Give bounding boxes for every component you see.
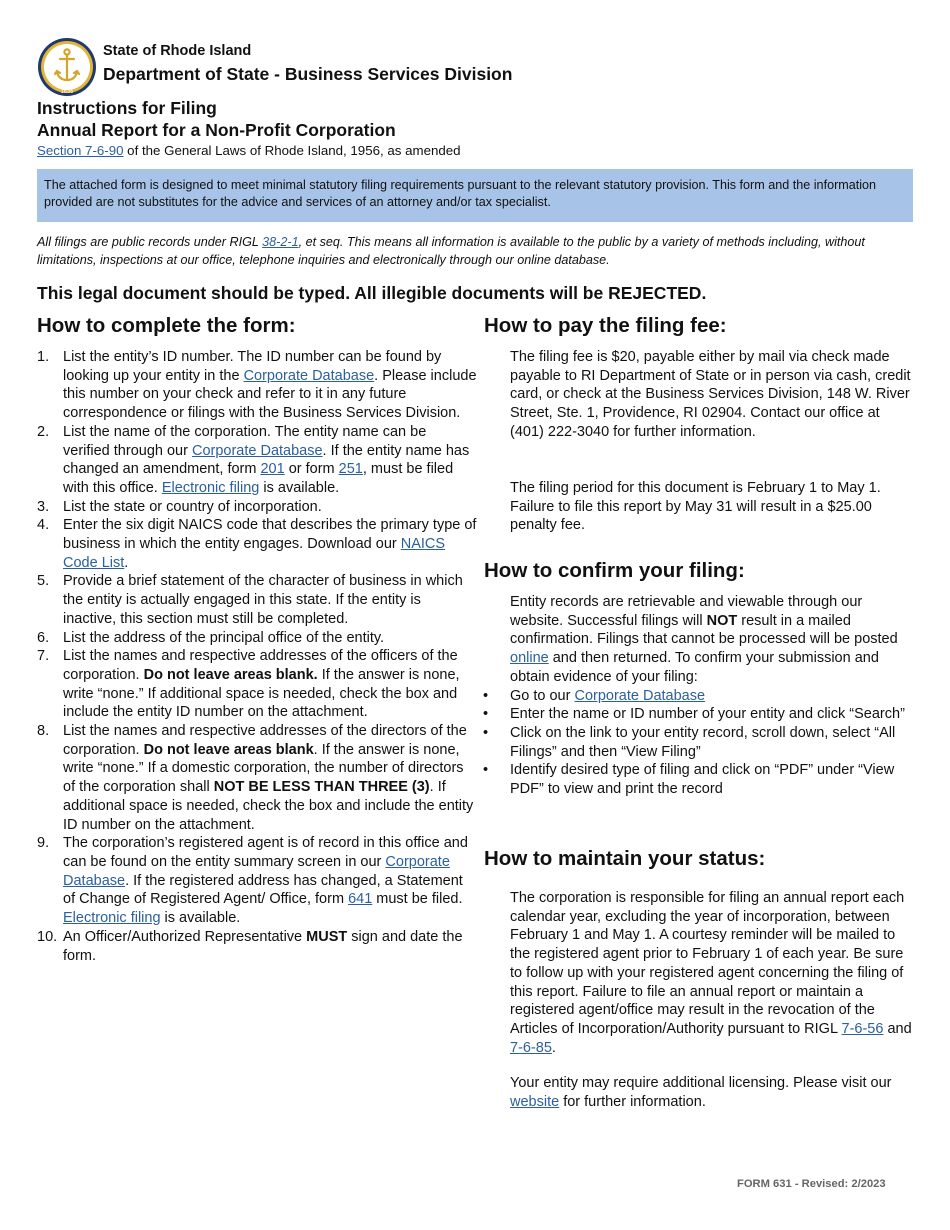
list-item <box>483 705 915 724</box>
bullet-icon: • <box>483 706 489 723</box>
list-item <box>37 498 477 517</box>
list-item <box>37 348 477 423</box>
instructions-title: Instructions for Filing <box>37 98 217 118</box>
bullet-icon: • <box>483 724 489 741</box>
bullet-text: Go to our <box>510 687 575 704</box>
confirm-heading: How to confirm your filing: <box>484 559 745 582</box>
list-item <box>37 629 477 648</box>
step-text: List the entity’s ID number. The ID number can be found by looking up your entity in the <box>63 349 442 384</box>
online-link[interactable]: online <box>510 650 549 667</box>
list-item <box>483 724 915 761</box>
instructions-list <box>37 348 477 965</box>
step-text: is available. <box>160 910 241 927</box>
maintain-heading: How to maintain your status: <box>484 847 766 870</box>
website-link[interactable]: website <box>510 1093 560 1110</box>
list-item <box>37 834 477 928</box>
step-text: , must be filed with this office. <box>63 461 454 496</box>
step-text: List the name of the corporation. The entity name can be verified through our <box>63 423 427 459</box>
confirm-text: and then returned. To confirm your submission and obtain evidence of your filing: <box>510 650 879 685</box>
corporate-database-link[interactable]: Corporate Database <box>574 687 706 704</box>
step-number: 7. <box>37 648 50 665</box>
step-number: 4. <box>37 517 50 534</box>
pay-heading: How to pay the filing fee: <box>484 314 727 337</box>
pay-paragraph-1: The filing fee is $20, payable either by mail via check made payable to RI Department of State or in person via cash, credit card, or check at the Business Services Division, 148 W. River Street, Ste. 1, Providence, RI 02904. Contact our office at (401) 222-3040 for further information. <box>510 349 911 440</box>
electronic-filing-link[interactable]: Electronic filing <box>161 479 260 496</box>
list-item <box>37 928 477 965</box>
list-item <box>483 687 915 706</box>
statute-reference <box>37 143 461 158</box>
maintain-text: for further information. <box>559 1093 706 1110</box>
confirm-text: Entity records are retrievable and viewable through our website. Successful filings will <box>510 594 863 629</box>
step-number: 1. <box>37 349 50 365</box>
public-text-1: All filings are public records under RIGL <box>37 235 263 249</box>
form-201-link[interactable]: 201 <box>260 461 285 478</box>
step-text: . If the entity name has changed an amendment, form <box>63 442 470 478</box>
department-name: Department of State - Business Services Division <box>103 64 513 84</box>
statute-text: of the General Laws of Rhode Island, 1956, as amended <box>123 143 461 158</box>
step-text: is available. <box>259 479 340 496</box>
maintain-text: and <box>883 1020 912 1037</box>
maintain-text: . <box>551 1039 556 1056</box>
state-name: State of Rhode Island <box>103 43 252 59</box>
maintain-paragraph-1 <box>510 889 915 1057</box>
step-number: 9. <box>37 835 50 852</box>
list-item <box>37 516 477 572</box>
step-text: If the answer is none, write “none.” If additional space is needed, check the box and include the entity ID number on the attachment. <box>63 666 460 721</box>
corporate-database-link[interactable]: Corporate Database <box>63 853 450 889</box>
pay-paragraph-2: The filing period for this document is February 1 to May 1. Failure to file this report by May 31 will result in a $25.00 penalty fee. <box>510 480 881 534</box>
step-text: . If the answer is none, write “none.” If a domestic corporation, the number of directors of the corporation shall <box>63 741 464 796</box>
bullet-icon: • <box>483 762 489 779</box>
step-emphasis: Do not leave areas blank. <box>143 666 318 683</box>
step-text: An Officer/Authorized Representative <box>63 928 307 945</box>
step-number: 10. <box>37 928 58 945</box>
seal-year: 1636 <box>60 89 74 95</box>
state-seal-icon <box>37 37 97 97</box>
electronic-filing-link[interactable]: Electronic filing <box>63 910 161 927</box>
list-item <box>37 647 477 722</box>
list-item <box>37 572 477 628</box>
step-text: or form <box>284 461 339 478</box>
rigl-7-6-56-link[interactable]: 7-6-56 <box>841 1020 884 1037</box>
public-records-note <box>37 234 917 269</box>
step-text: List the state or country of incorporation. <box>63 498 322 515</box>
list-item <box>37 722 477 834</box>
typed-warning: This legal document should be typed. All illegible documents will be REJECTED. <box>37 283 707 303</box>
section-link[interactable]: Section 7-6-90 <box>37 143 124 158</box>
public-text-2: , et seq. This means all information is available to the public by a variety of methods including, without limitations, inspections at our office, telephone inquiries and electronically through our online database. <box>37 235 865 267</box>
complete-heading: How to complete the form: <box>37 314 296 337</box>
step-number: 5. <box>37 573 50 590</box>
rigl-38-2-1-link[interactable]: 38-2-1 <box>262 235 299 249</box>
disclaimer-notice: The attached form is designed to meet minimal statutory filing requirements pursuant to the relevant statutory provision. This form and the information provided are not substitutes for the advice and services of an attorney and/or tax specialist. <box>37 169 913 222</box>
corporate-database-link[interactable]: Corporate Database <box>191 442 323 459</box>
confirm-steps-list <box>483 687 915 799</box>
step-number: 6. <box>37 629 50 646</box>
bullet-icon: • <box>483 687 489 704</box>
step-number: 2. <box>37 423 50 440</box>
step-number: 3. <box>37 498 50 515</box>
step-emphasis: Do not leave areas blank <box>143 741 314 758</box>
list-item <box>37 423 477 498</box>
step-text: Enter the six digit NAICS code that describes the primary type of business in which the entity engages. Download our <box>63 517 477 553</box>
step-text: . If additional space is needed, check the box and include the entity ID number on the attachment. <box>63 779 474 833</box>
step-text: sign and date the form. <box>63 928 463 964</box>
step-number: 8. <box>37 723 50 740</box>
maintain-text: The corporation is responsible for filing an annual report each calendar year, excluding the year of incorporation, between February 1 and May 1. A courtesy reminder will be mailed to the registered agent prior to February 1 of each year. Be sure to follow up with your registered agent concerning the filing of this report. Failure to file an annual report or maintain a registered agent/office may result in the revocation of the Articles of Incorporation/Authority pursuant to RIGL <box>510 890 905 1037</box>
bullet-text: Identify desired type of filing and click on “PDF” under “View PDF” to view and print the record <box>510 762 895 798</box>
step-text: must be filed. <box>372 891 463 908</box>
form-title: Annual Report for a Non-Profit Corporation <box>37 120 396 140</box>
step-text: . <box>124 554 129 571</box>
form-revision-footer: FORM 631 - Revised: 2/2023 <box>737 1178 886 1190</box>
step-text: . Please include this number on your check and refer to it in any future correspondence or filings with the Business Services Division. <box>63 367 477 422</box>
step-emphasis: MUST <box>306 928 348 945</box>
naics-code-list-link[interactable]: NAICS Code List <box>63 536 446 571</box>
confirm-text: result in a mailed confirmation. Filings that cannot be processed will be posted <box>510 612 898 648</box>
bullet-text: Enter the name or ID number of your entity and click “Search” <box>510 706 905 723</box>
rigl-7-6-85-link[interactable]: 7-6-85 <box>510 1039 552 1056</box>
maintain-text: Your entity may require additional licensing. Please visit our <box>510 1075 892 1091</box>
bullet-text: Click on the link to your entity record, scroll down, select “All Filings” and then “View Filing” <box>510 724 896 760</box>
form-251-link[interactable]: 251 <box>338 461 363 478</box>
maintain-paragraph-2 <box>510 1074 915 1111</box>
form-641-link[interactable]: 641 <box>348 891 373 908</box>
confirm-emphasis: NOT <box>706 612 738 629</box>
step-emphasis: NOT BE LESS THAN THREE (3) <box>213 779 430 796</box>
step-text: List the address of the principal office of the entity. <box>63 629 385 646</box>
step-text: Provide a brief statement of the character of business in which the entity is actually engaged in this state. If the entity is inactive, this section must still be completed. <box>63 573 463 627</box>
step-text: The corporation’s registered agent is of record in this office and can be found on the entity summary screen in our <box>63 835 468 870</box>
step-text: List the names and respective addresses of the directors of the corporation. <box>63 723 467 758</box>
confirm-section <box>483 593 915 799</box>
corporate-database-link[interactable]: Corporate Database <box>243 367 375 384</box>
list-item <box>483 761 915 798</box>
step-text: . If the registered address has changed, a Statement of Change of Registered Agent/ Office, form <box>63 872 463 908</box>
step-text: List the names and respective addresses of the officers of the corporation. <box>63 648 458 683</box>
